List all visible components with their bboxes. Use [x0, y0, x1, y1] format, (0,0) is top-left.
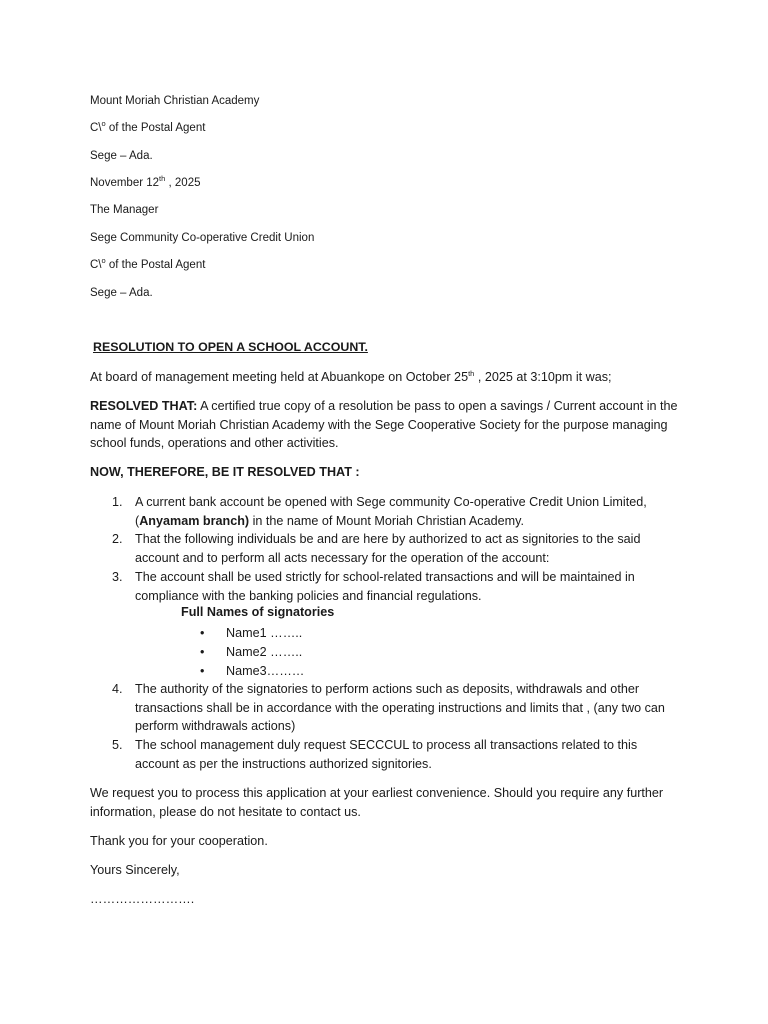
bullet-icon: •: [200, 645, 205, 659]
request-paragraph: We request you to process this application at your earliest convenience. Should you require any further information, please do not hesitate to contact us.: [90, 786, 664, 819]
list-item-text: The school management duly request SECCCUL to process all transactions related to this account as per the instructions authorized signitories.: [135, 738, 638, 771]
recipient-title: The Manager: [90, 204, 159, 216]
sender-town: Sege – Ada.: [90, 150, 153, 162]
signature-line: …………………….: [90, 892, 195, 906]
therefore-heading: NOW, THEREFORE, BE IT RESOLVED THAT :: [90, 465, 360, 479]
resolved-label: RESOLVED THAT:: [90, 399, 198, 413]
signatory-name: Name3………: [226, 664, 305, 678]
signoff-line: Yours Sincerely,: [90, 863, 180, 877]
list-item-number: 4.: [112, 682, 123, 696]
recipient-care-of: C\$^o$ of the Postal Agent: [90, 256, 206, 271]
resolved-paragraph: [90, 397, 680, 453]
resolved-text: A certified true copy of a resolution be pass to open a savings / Current account in the name of Mount Moriah Christian Academy with the Sege Cooperative Society for the purpose managing school funds, operations and other activities.: [90, 399, 678, 450]
signatory-name: Name1 ……..: [226, 626, 303, 640]
thanks-line: Thank you for your cooperation.: [90, 834, 268, 848]
list-item-number: 1.: [112, 495, 123, 509]
sender-name: Mount Moriah Christian Academy: [90, 95, 260, 107]
list-item-number: 5.: [112, 738, 123, 752]
list-item-text: The account shall be used strictly for school-related transactions and will be maintained in compliance with the banking policies and financial regulations.: [135, 570, 635, 603]
list-item-text: A current bank account be opened with Sege community Co-operative Credit Union Limited, (Anyamam branch) in the name of Mount Moriah Christian Academy.: [135, 495, 647, 528]
letter-date: November 12th , 2025: [90, 174, 201, 189]
bullet-icon: •: [200, 626, 205, 640]
recipient-town: Sege – Ada.: [90, 287, 153, 299]
list-item-number: 2.: [112, 532, 123, 546]
subject-heading: RESOLUTION TO OPEN A SCHOOL ACCOUNT.: [93, 340, 368, 354]
list-item-text: That the following individuals be and are here by authorized to act as signitories to the said account and to perform all acts necessary for the operation of the account:: [135, 532, 641, 565]
list-item-text: The authority of the signatories to perform actions such as deposits, withdrawals and other transactions shall be in accordance with the operating instructions and limits that , (any two can perform withdrawals actions): [135, 682, 665, 733]
signatories-heading: Full Names of signatories: [181, 605, 335, 619]
list-item-number: 3.: [112, 570, 123, 584]
bullet-icon: •: [200, 664, 205, 678]
recipient-org: Sege Community Co-operative Credit Union: [90, 232, 315, 244]
sender-care-of: C\$^o$ of the Postal Agent: [90, 119, 206, 134]
signatory-name: Name2 ……..: [226, 645, 303, 659]
intro-paragraph: At board of management meeting held at Abuankope on October 25th , 2025 at 3:10pm it was;: [90, 368, 612, 384]
